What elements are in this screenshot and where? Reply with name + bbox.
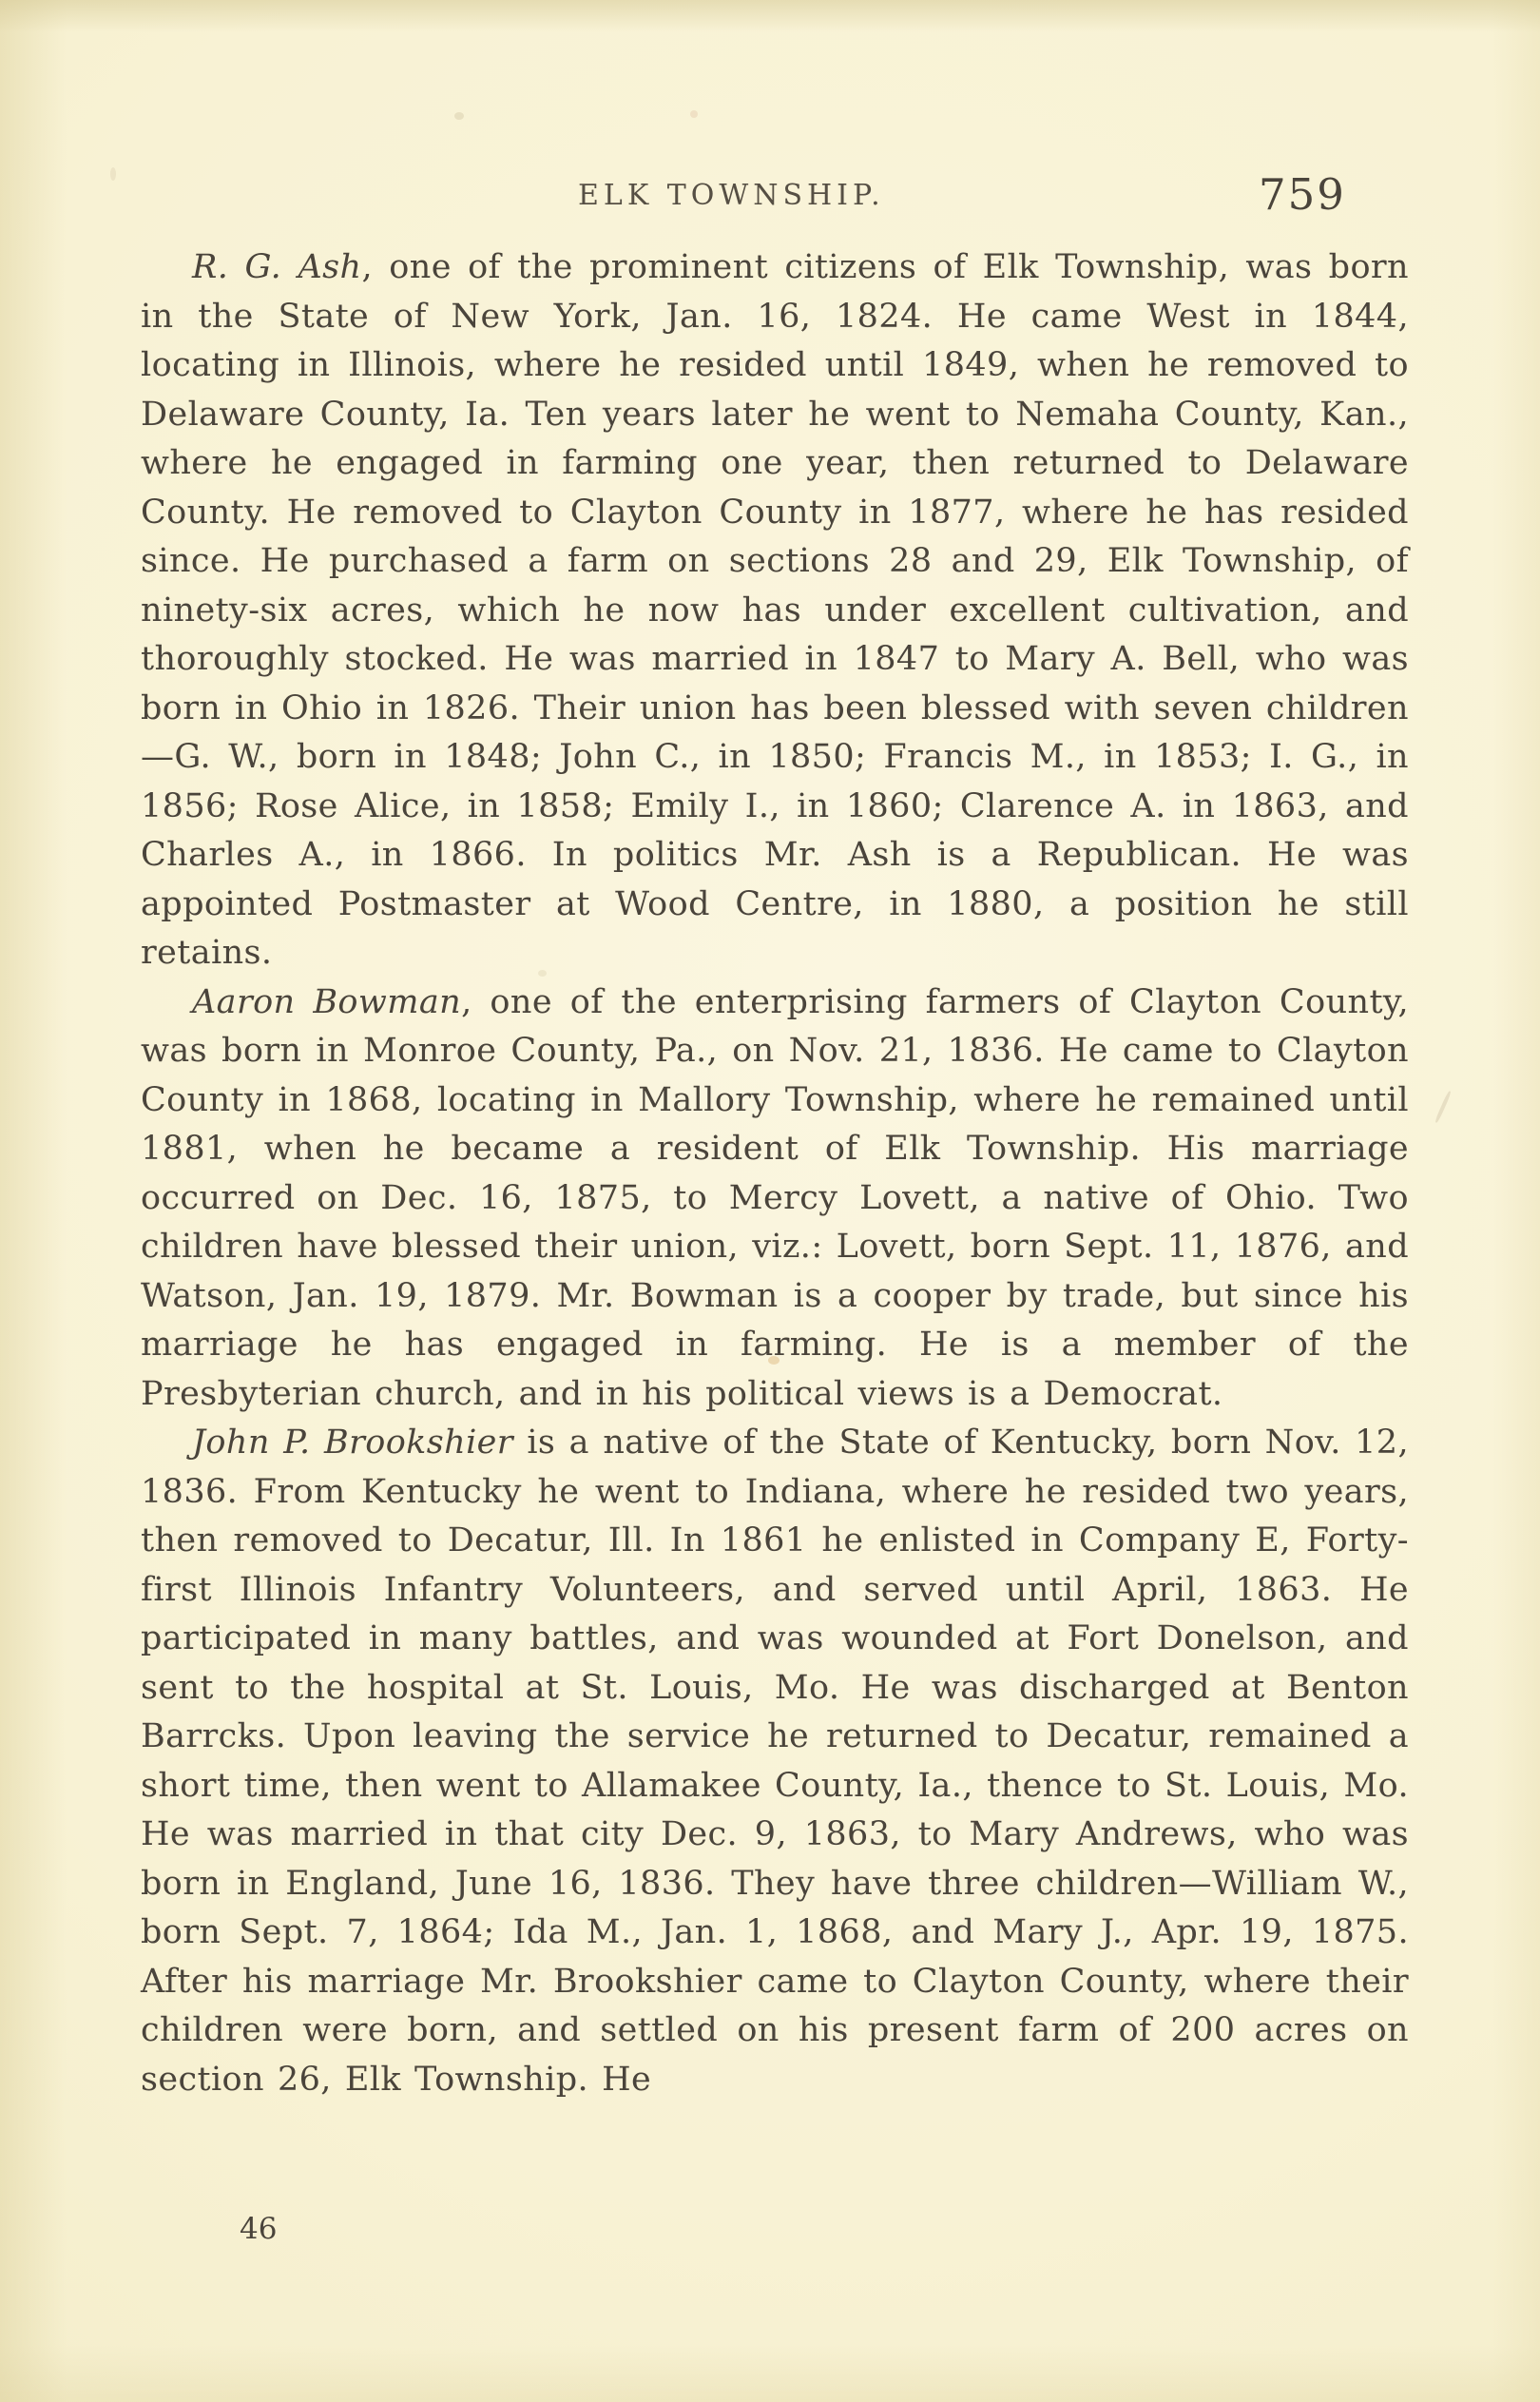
paragraph-ash xyxy=(141,243,1409,978)
paper-blemish xyxy=(1434,1091,1452,1124)
body-text xyxy=(141,243,1409,2104)
person-name-bowman: Aaron Bowman xyxy=(192,982,462,1021)
paragraph-brookshier-text: is a native of the State of Kentucky, born Nov. 12, 1836. From Kentucky he went to Indiana, where he resided two years, then removed to Decatur, Ill. In 1861 he enlisted in Company E, Forty-first Illinois Infantry Volunteers, and served until April, 1863. He participated in many battles, and was wounded at Fort Donelson, and sent to the hospital at St. Louis, Mo. He was discharged at Benton Barrcks. Upon leaving the service he returned to Decatur, remained a short time, then went to Allamakee County, Ia., thence to St. Louis, Mo. He was married in that city Dec. 9, 1863, to Mary Andrews, who was born in England, June 16, 1836. They have three children—William W., born Sept. 7, 1864; Ida M., Jan. 1, 1868, and Mary J., Apr. 19, 1875. After his marriage Mr. Brookshier came to Clayton County, where their children were born, and settled on his present farm of 200 acres on section 26, Elk Township. He xyxy=(141,1424,1409,2099)
paper-blemish xyxy=(690,110,698,118)
person-name-brookshier: John P. Brookshier xyxy=(192,1424,513,1462)
paragraph-ash-text: , one of the prominent citizens of Elk Township, was born in the State of New York, Jan. 16, 1824. He came West in 1844, locating in Illinois, where he resided until 1849, when he removed to Delaware County, Ia. Ten years later he went to Nemaha County, Kan., where he engaged in farming one year, then returned to Delaware County. He removed to Clayton County in 1877, where he has resided since. He purchased a farm on sections 28 and 29, Elk Township, of ninety-six acres, which he now has under excellent cultivation, and thoroughly stocked. He was married in 1847 to Mary A. Bell, who was born in Ohio in 1826. Their union has been blessed with seven children—G. W., born in 1848; John C., in 1850; Francis M., in 1853; I. G., in 1856; Rose Alice, in 1858; Emily I., in 1860; Clarence A. in 1863, and Charles A., in 1866. In politics Mr. Ash is a Republican. He was appointed Postmaster at Wood Centre, in 1880, a position he still retains. xyxy=(141,248,1409,972)
page-header xyxy=(0,169,1540,226)
paragraph-brookshier xyxy=(141,1419,1409,2104)
person-name-ash: R. G. Ash xyxy=(192,248,362,286)
paragraph-bowman-text: , one of the enterprising farmers of Clayton County, was born in Monroe County, Pa., on Nov. 21, 1836. He came to Clayton County in 1868, locating in Mallory Township, where he remained until 1881, when he became a resident of Elk Township. His marriage occurred on Dec. 16, 1875, to Mercy Lovett, a native of Ohio. Two children have blessed their union, viz.: Lovett, born Sept. 11, 1876, and Watson, Jan. 19, 1879. Mr. Bowman is a cooper by trade, but since his marriage he has engaged in farming. He is a member of the Presbyterian church, and in his political views is a Democrat. xyxy=(141,982,1409,1413)
page-number: 759 xyxy=(1259,169,1346,220)
paper-blemish xyxy=(454,112,464,120)
signature-number: 46 xyxy=(240,2212,278,2246)
running-title: ELK TOWNSHIP. xyxy=(578,179,885,212)
paragraph-bowman xyxy=(141,978,1409,1420)
